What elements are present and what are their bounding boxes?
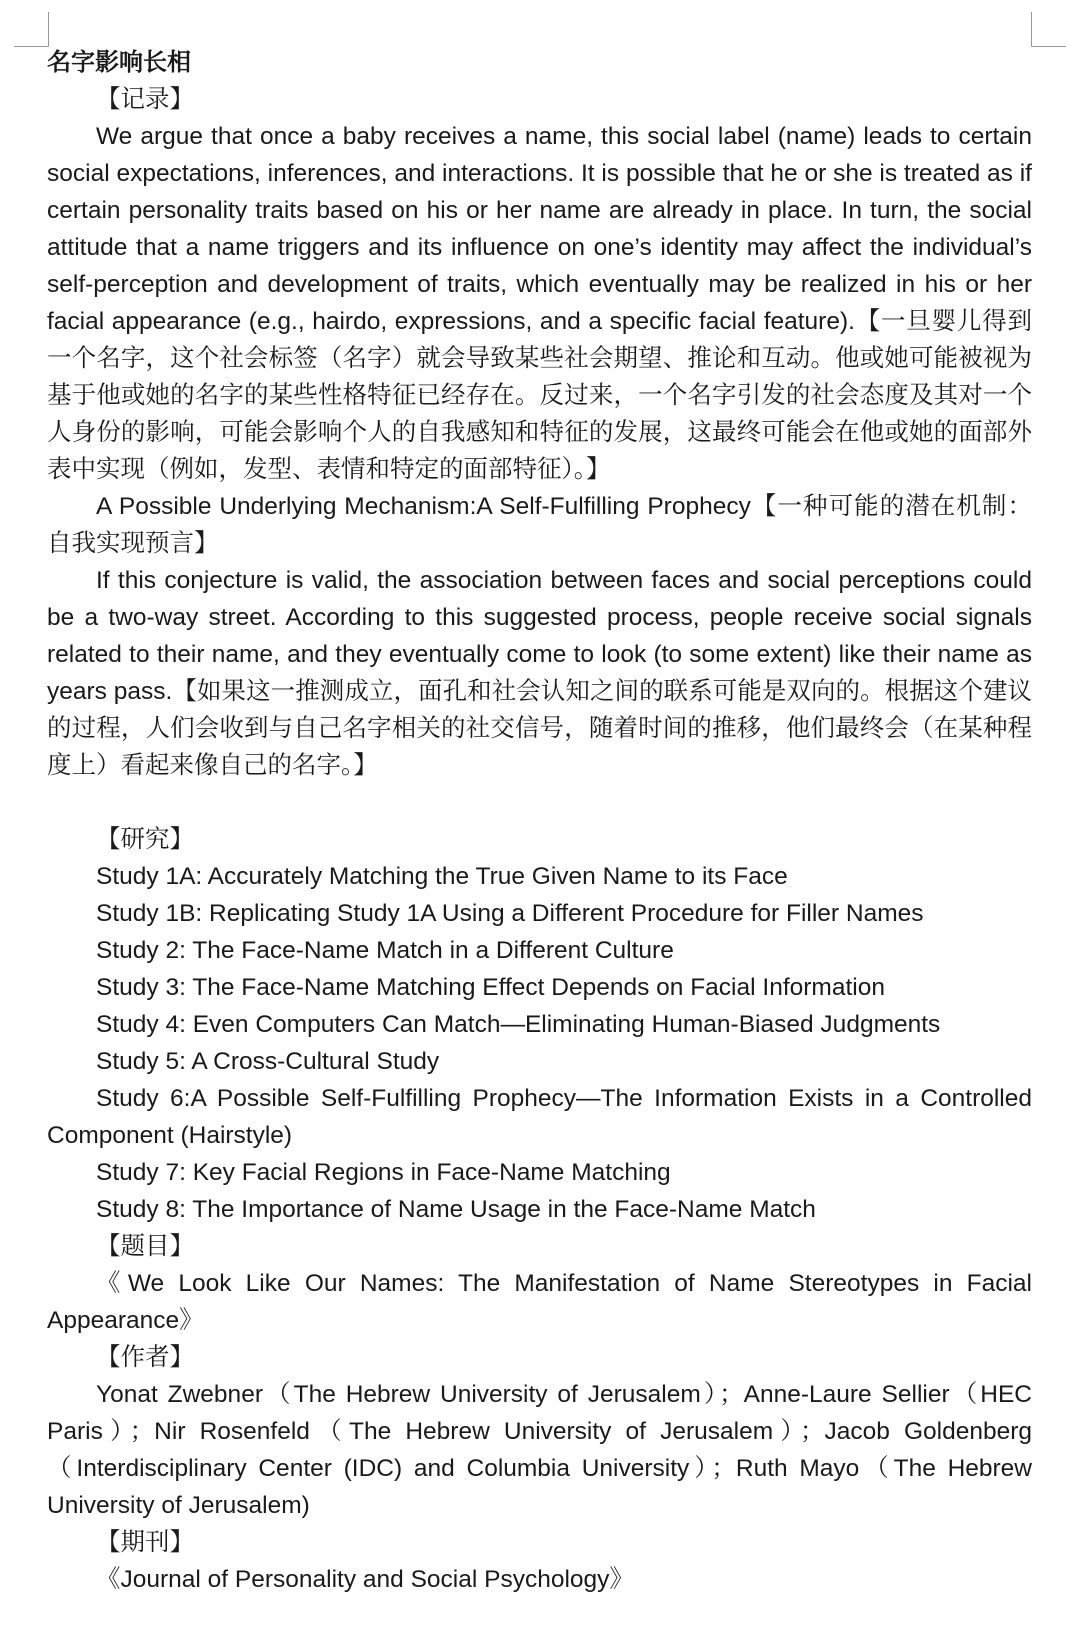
section-heading-title: 【题目】 xyxy=(96,1233,194,1260)
record-paragraph-3: If this conjecture is valid, the association between faces and social perceptions could be a two-way street. According to this suggested process, people receive social signals related to their name, and they eventually come to look (to some extent) like their name as years pass.【如果这一推测成立，面孔和社会认知之间的联系可能是双向的。根据这个建议的过程，人们会收到与自己名字相关的社交信号，随着时间的推移，他们最终会（在某种程度上）看起来像自己的名字。】 xyxy=(47,567,1032,779)
authors-list: Yonat Zwebner（The Hebrew University of Jerusalem）；Anne-Laure Sellier（HEC Paris）；Nir Rosenfeld（The Hebrew University of Jerusalem）；Jacob Goldenberg（Interdisciplinary Center (IDC) and Columbia University）；Ruth Mayo（The Hebrew University of Jerusalem) xyxy=(47,1381,1032,1519)
section-heading-studies: 【研究】 xyxy=(96,826,194,853)
journal-name: 《Journal of Personality and Social Psychology》 xyxy=(96,1566,634,1593)
page-corner-mark-left xyxy=(14,12,49,47)
document-title: 名字影响长相 xyxy=(47,49,191,76)
study-item: Study 2: The Face-Name Match in a Different Culture xyxy=(96,937,674,964)
section-heading-journal: 【期刊】 xyxy=(96,1529,194,1556)
section-heading-authors: 【作者】 xyxy=(96,1344,194,1371)
paper-title: 《We Look Like Our Names: The Manifestation of Name Stereotypes in Facial Appearance》 xyxy=(47,1270,1032,1334)
study-item: Study 4: Even Computers Can Match—Eliminating Human-Biased Judgments xyxy=(96,1011,941,1038)
study-item: Study 7: Key Facial Regions in Face-Name Matching xyxy=(96,1159,671,1186)
study-item: Study 1A: Accurately Matching the True Given Name to its Face xyxy=(96,863,788,890)
record-paragraph-1: We argue that once a baby receives a name, this social label (name) leads to certain social expectations, inferences, and interactions. It is possible that he or she is treated as if certain personality traits based on his or her name are already in place. In turn, the social attitude that a name triggers and its influence on one’s identity may affect the individual’s self-perception and development of traits, which eventually may be realized in his or her facial appearance (e.g., hairdo, expressions, and a specific facial feature).【一旦婴儿得到一个名字，这个社会标签（名字）就会导致某些社会期望、推论和互动。他或她可能被视为基于他或她的名字的某些性格特征已经存在。反过来，一个名字引发的社会态度及其对一个人身份的影响，可能会影响个人的自我感知和特征的发展，这最终可能会在他或她的面部外表中实现（例如，发型、表情和特定的面部特征）。】 xyxy=(47,123,1032,483)
study-item: Study 3: The Face-Name Matching Effect Depends on Facial Information xyxy=(96,974,885,1001)
section-heading-record: 【记录】 xyxy=(96,86,194,113)
page-corner-mark-right xyxy=(1031,12,1066,47)
document-body xyxy=(47,44,1032,1598)
study-item: Study 6:A Possible Self-Fulfilling Prophecy—The Information Exists in a Controlled Component (Hairstyle) xyxy=(47,1085,1032,1149)
study-item: Study 1B: Replicating Study 1A Using a Different Procedure for Filler Names xyxy=(96,900,924,927)
study-item: Study 5: A Cross-Cultural Study xyxy=(96,1048,440,1075)
study-item: Study 8: The Importance of Name Usage in the Face-Name Match xyxy=(96,1196,816,1223)
record-paragraph-2: A Possible Underlying Mechanism:A Self-Fulfilling Prophecy【一种可能的潜在机制：自我实现预言】 xyxy=(47,493,1032,557)
